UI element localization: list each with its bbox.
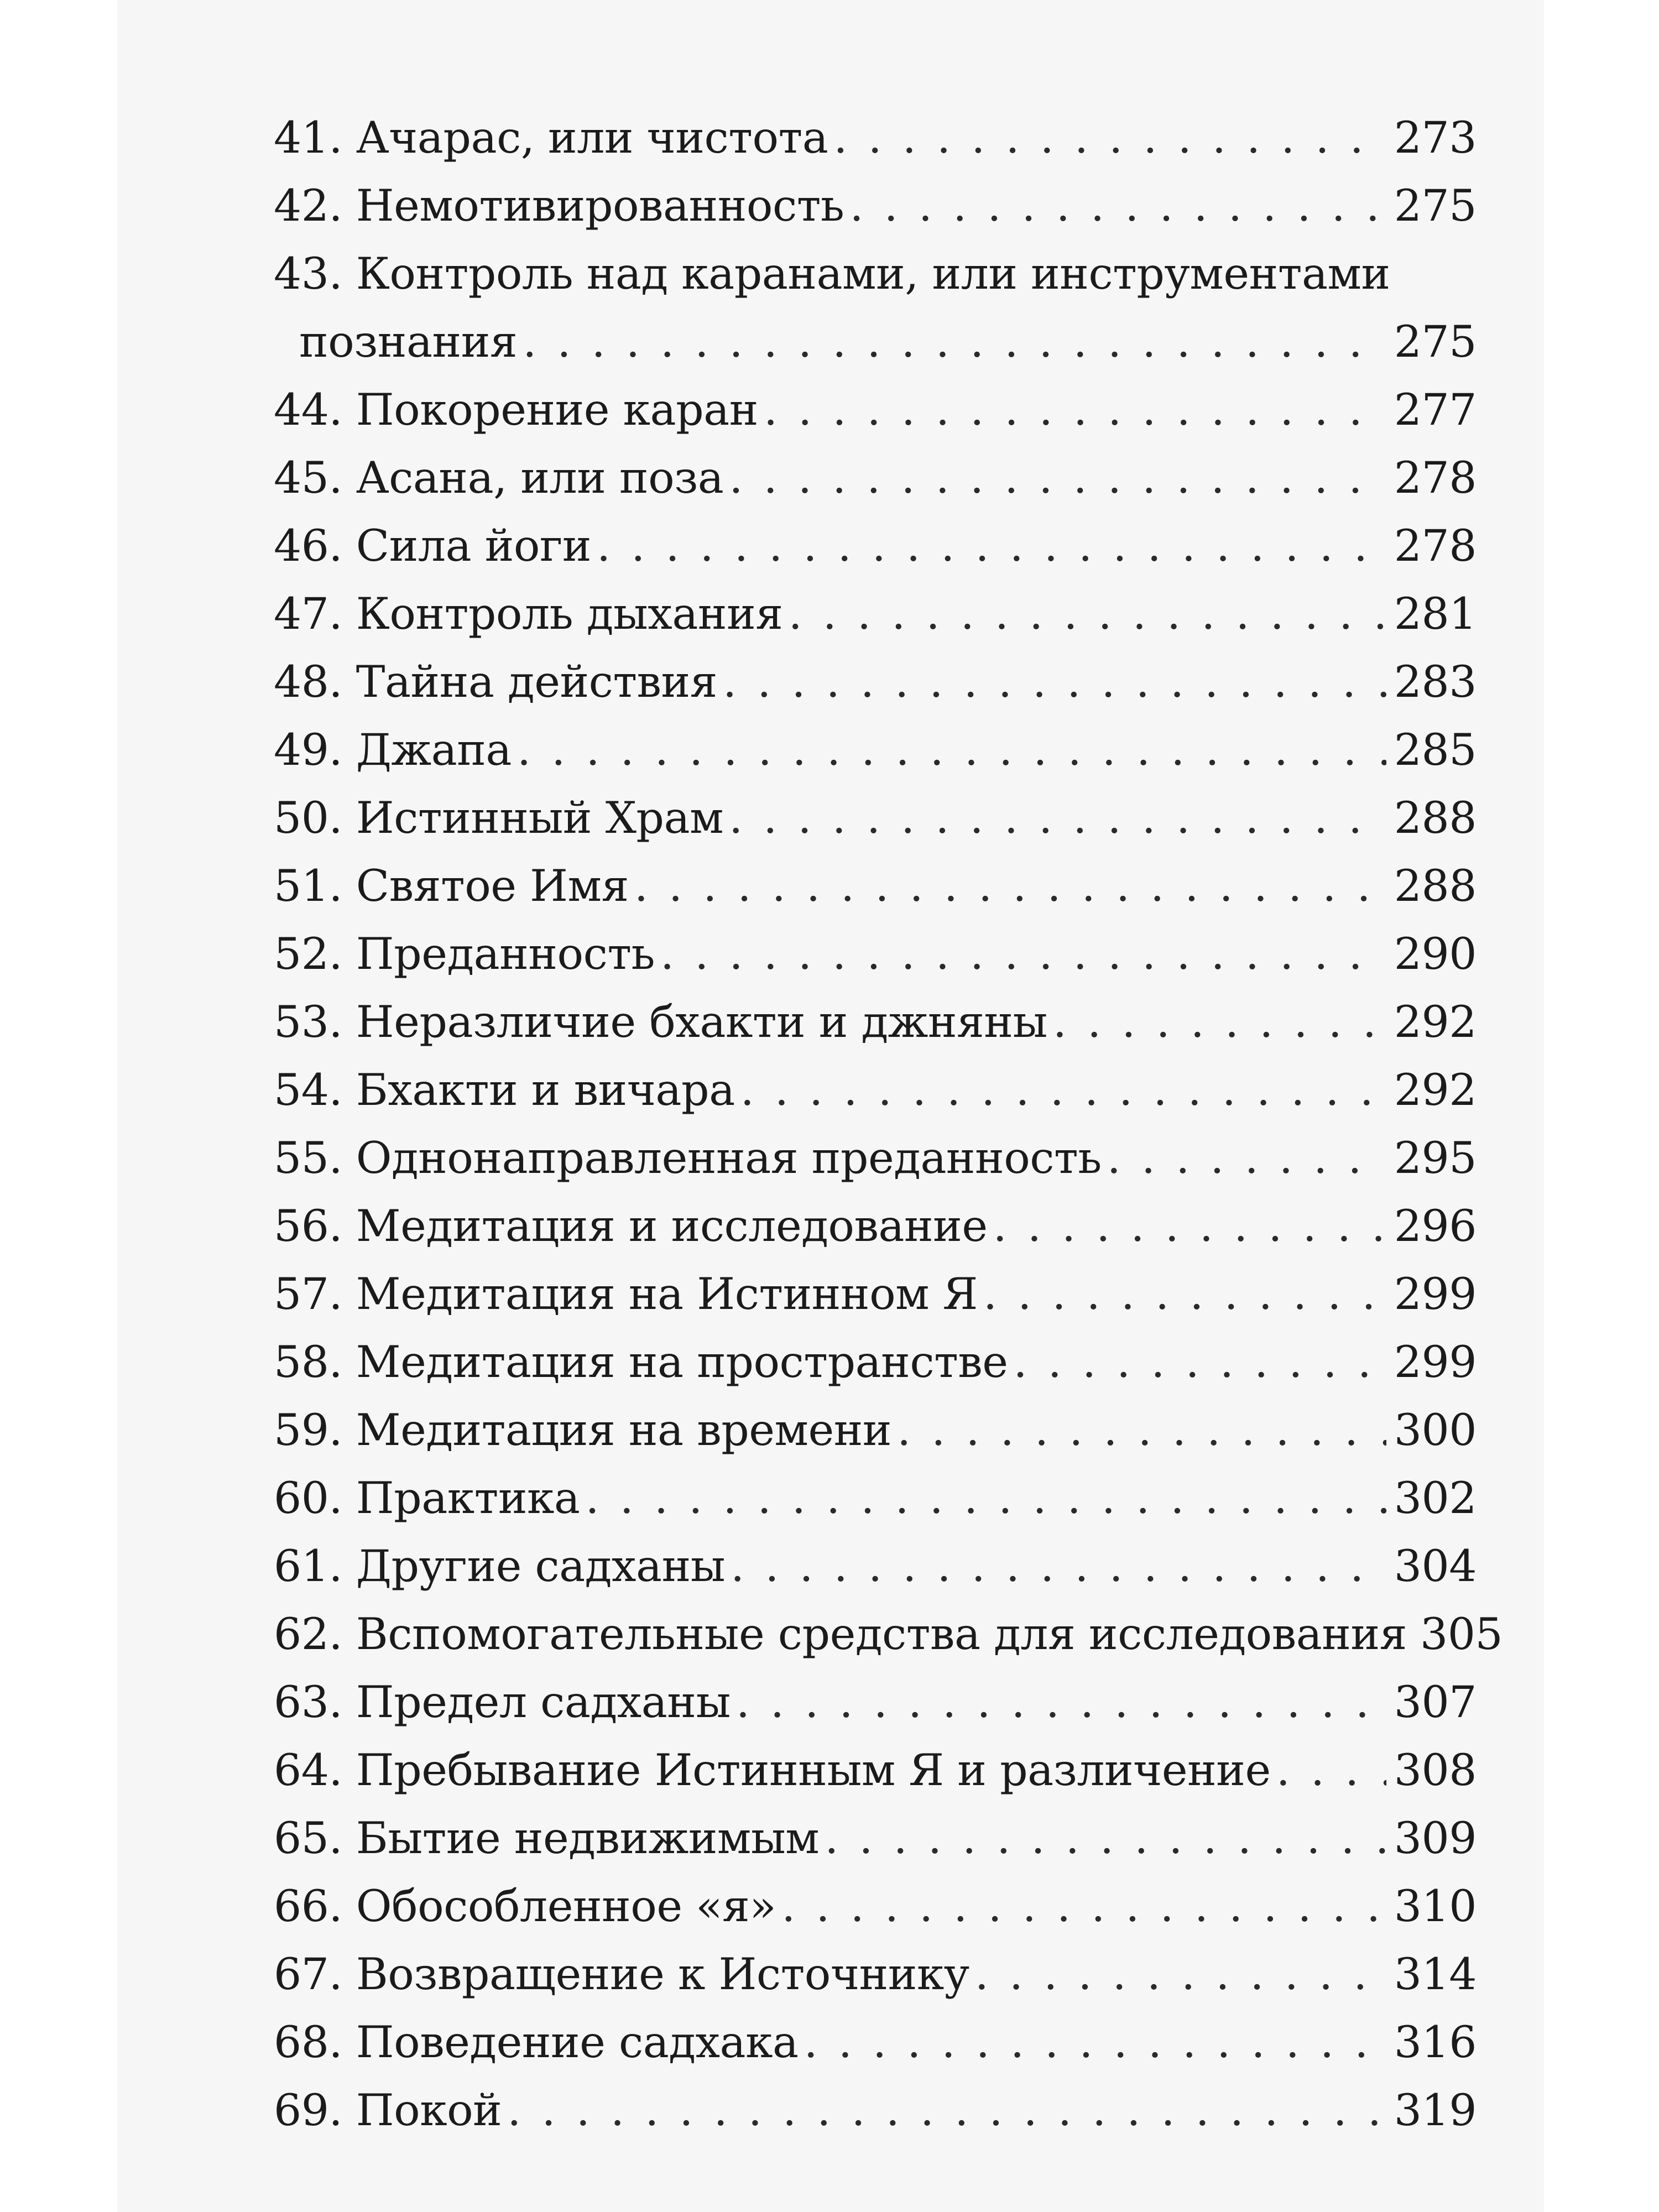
toc-entry — [274, 1940, 1477, 2008]
toc-entry-page: 296 — [1394, 1201, 1477, 1251]
toc-entry — [274, 716, 1477, 784]
toc-entry-page: 302 — [1394, 1473, 1477, 1524]
dot-leader — [993, 1192, 1386, 1260]
dot-leader — [849, 172, 1386, 240]
toc-entry-title: 46. Сила йоги — [274, 520, 592, 571]
dot-leader — [975, 1940, 1386, 2008]
toc-entry-title: 62. Вспомогательные средства для исследования — [274, 1609, 1407, 1660]
toc-entry — [274, 1396, 1477, 1464]
dot-leader — [523, 308, 1386, 376]
toc-entry-title: 69. Покой — [274, 2085, 502, 2136]
toc-entry-title: 57. Медитация на Истинном Я — [274, 1269, 978, 1319]
toc-entry-title: 66. Обособленное «я» — [274, 1881, 776, 1932]
toc-entry — [274, 240, 1477, 308]
toc-entry-page: 277 — [1394, 384, 1477, 435]
toc-entry-page: 273 — [1394, 112, 1477, 163]
toc-entry — [274, 2008, 1477, 2077]
toc-entry-page: 295 — [1394, 1133, 1477, 1183]
toc-entry-title: 58. Медитация на пространстве — [274, 1337, 1008, 1387]
toc-entry — [274, 648, 1477, 716]
toc-entry — [274, 376, 1477, 444]
toc-entry-page: 309 — [1394, 1813, 1477, 1864]
dot-leader — [897, 1396, 1386, 1464]
toc-entry-title: 54. Бхакти и вичара — [274, 1065, 735, 1115]
toc-entry-title: 68. Поведение садхака — [274, 2017, 799, 2068]
toc-entry — [274, 988, 1477, 1056]
toc-entry — [274, 1464, 1477, 1532]
dot-leader — [1053, 988, 1386, 1056]
dot-leader — [586, 1464, 1386, 1532]
toc-entry-page: 300 — [1394, 1405, 1477, 1455]
dot-leader — [634, 852, 1386, 920]
toc-entry-page: 281 — [1394, 588, 1477, 639]
dot-leader — [507, 2077, 1386, 2145]
toc-entry-title: 63. Предел садханы — [274, 1677, 731, 1728]
toc-entry — [274, 1532, 1477, 1600]
toc-entry-page: 299 — [1394, 1337, 1477, 1387]
toc-entry-title: 50. Истинный Храм — [274, 792, 724, 843]
toc-entry-page: 288 — [1394, 792, 1477, 843]
toc-entry-page: 316 — [1394, 2017, 1477, 2068]
toc-entry-page: 285 — [1394, 724, 1477, 775]
toc-entry-page: 308 — [1394, 1745, 1477, 1796]
toc-entry-title: 64. Пребывание Истинным Я и различение — [274, 1745, 1271, 1796]
toc-entry — [274, 1804, 1477, 1872]
toc-entry-page: 290 — [1394, 928, 1477, 979]
toc-entry-title: 56. Медитация и исследование — [274, 1201, 988, 1251]
table-of-contents — [274, 104, 1503, 2145]
dot-leader — [1107, 1124, 1386, 1192]
toc-entry-title: 61. Другие садханы — [274, 1541, 726, 1592]
toc-entry — [274, 580, 1477, 648]
dot-leader — [833, 104, 1386, 172]
toc-entry — [274, 1736, 1477, 1804]
toc-entry — [274, 784, 1477, 852]
toc-entry-page: 288 — [1394, 860, 1477, 911]
toc-entry — [274, 1328, 1477, 1396]
dot-leader — [825, 1804, 1386, 1872]
toc-entry-title: 67. Возвращение к Источнику — [274, 1949, 969, 2000]
toc-entry — [274, 1600, 1503, 1668]
toc-entry-title: 55. Однонаправленная преданность — [274, 1133, 1102, 1183]
toc-entry — [274, 1668, 1477, 1736]
toc-entry-page: 310 — [1394, 1881, 1477, 1932]
toc-entry-page: 314 — [1394, 1949, 1477, 2000]
toc-entry-page: 292 — [1394, 997, 1477, 1047]
toc-entry — [274, 1056, 1477, 1124]
toc-entry — [274, 104, 1477, 172]
dot-leader — [736, 1668, 1386, 1736]
toc-entry-title: 65. Бытие недвижимым — [274, 1813, 820, 1864]
dot-leader — [804, 2008, 1386, 2077]
toc-entry — [274, 444, 1477, 512]
toc-entry-title: 43. Контроль над каранами, или инструментами — [274, 248, 1390, 299]
toc-entry — [274, 512, 1477, 580]
dot-leader — [789, 580, 1386, 648]
toc-entry-title: 59. Медитация на времени — [274, 1405, 892, 1455]
toc-entry-title: 49. Джапа — [274, 724, 512, 775]
toc-entry — [274, 852, 1477, 920]
dot-leader — [781, 1872, 1386, 1940]
toc-entry-page: 307 — [1394, 1677, 1477, 1728]
toc-entry-page: 299 — [1394, 1269, 1477, 1319]
toc-entry-title: 52. Преданность — [274, 928, 655, 979]
toc-entry — [274, 1260, 1477, 1328]
dot-leader — [729, 784, 1386, 852]
toc-entry-page: 275 — [1394, 180, 1477, 231]
dot-leader — [729, 444, 1386, 512]
toc-entry-title: 44. Покорение каран — [274, 384, 758, 435]
toc-entry-title: познания — [299, 316, 518, 367]
toc-entry — [274, 920, 1477, 988]
toc-entry — [274, 2077, 1477, 2145]
toc-entry-title: 51. Святое Имя — [274, 860, 629, 911]
toc-entry-page: 283 — [1394, 656, 1477, 707]
toc-entry-page: 292 — [1394, 1065, 1477, 1115]
toc-entry-page: 319 — [1394, 2085, 1477, 2136]
toc-entry-page: 278 — [1394, 452, 1477, 503]
dot-leader — [1014, 1328, 1386, 1396]
dot-leader — [983, 1260, 1386, 1328]
toc-entry-title: 47. Контроль дыхания — [274, 588, 783, 639]
dot-leader — [723, 648, 1386, 716]
dot-leader — [740, 1056, 1386, 1124]
toc-entry-page: 278 — [1394, 520, 1477, 571]
toc-entry-title: 48. Тайна действия — [274, 656, 718, 707]
toc-entry — [274, 1192, 1477, 1260]
dot-leader — [731, 1532, 1386, 1600]
dot-leader — [764, 376, 1386, 444]
toc-entry-page: 305 — [1420, 1609, 1503, 1660]
toc-entry-page: 275 — [1394, 316, 1477, 367]
toc-entry-continuation — [274, 308, 1477, 376]
toc-entry-title: 41. Ачарас, или чистота — [274, 112, 828, 163]
dot-leader — [660, 920, 1386, 988]
dot-leader — [1276, 1736, 1386, 1804]
toc-entry — [274, 172, 1477, 240]
toc-entry — [274, 1872, 1477, 1940]
toc-entry-title: 42. Немотивированность — [274, 180, 844, 231]
dot-leader — [517, 716, 1386, 784]
toc-entry-title: 60. Практика — [274, 1473, 580, 1524]
toc-entry — [274, 1124, 1477, 1192]
dot-leader — [597, 512, 1386, 580]
toc-entry-page: 304 — [1394, 1541, 1477, 1592]
toc-entry-title: 53. Неразличие бхакти и джняны — [274, 997, 1047, 1047]
toc-entry-title: 45. Асана, или поза — [274, 452, 724, 503]
